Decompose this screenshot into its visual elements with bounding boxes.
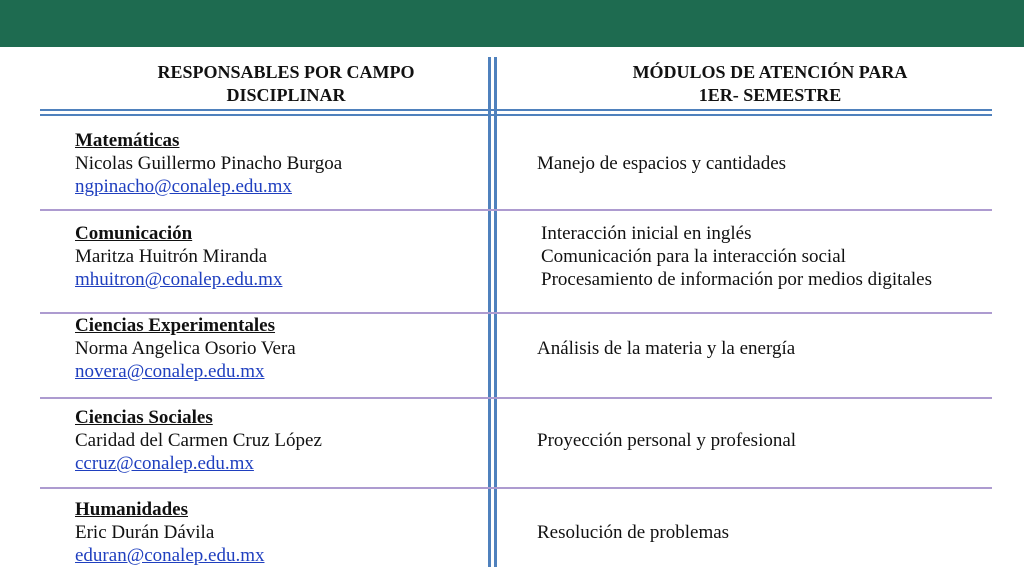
- person-name: Norma Angelica Osorio Vera: [75, 338, 296, 359]
- row-separator: [40, 487, 992, 489]
- row-separator: [40, 397, 992, 399]
- field-name: Ciencias Experimentales: [75, 315, 276, 336]
- email-link[interactable]: eduran@conalep.edu.mx: [75, 545, 265, 566]
- field-name: Ciencias Sociales: [75, 407, 213, 428]
- header-modulos: [545, 61, 995, 107]
- header-left-line1: RESPONSABLES POR CAMPO: [157, 62, 415, 82]
- module-item: Resolución de problemas: [537, 522, 730, 543]
- module-item: Manejo de espacios y cantidades: [537, 153, 787, 174]
- row-separator: [40, 209, 992, 211]
- header-left-line2: DISCIPLINAR: [226, 85, 346, 105]
- email-link[interactable]: ngpinacho@conalep.edu.mx: [75, 176, 292, 197]
- module-item: Interacción inicial en inglés: [541, 223, 752, 244]
- person-name: Nicolas Guillermo Pinacho Burgoa: [75, 153, 343, 174]
- header-rule-bottom: [40, 114, 992, 116]
- email-link[interactable]: novera@conalep.edu.mx: [75, 361, 265, 382]
- module-item: Comunicación para la interacción social: [541, 246, 846, 267]
- header-right-line2: 1ER- SEMESTRE: [698, 85, 842, 105]
- field-name: Humanidades: [75, 499, 188, 520]
- modules-cell: [537, 429, 997, 452]
- module-item: Análisis de la materia y la energía: [537, 338, 796, 359]
- person-name: Maritza Huitrón Miranda: [75, 246, 268, 267]
- header-rule-top: [40, 109, 992, 111]
- module-item: Procesamiento de información por medios digitales: [541, 269, 932, 290]
- header-responsables: [80, 61, 492, 107]
- email-link[interactable]: mhuitron@conalep.edu.mx: [75, 269, 283, 290]
- modules-cell: [537, 337, 997, 360]
- responsable-cell: [75, 406, 485, 475]
- responsable-cell: [75, 314, 485, 383]
- modules-cell: [541, 222, 1001, 291]
- responsable-cell: [75, 129, 485, 198]
- header-right-line1: MÓDULOS DE ATENCIÓN PARA: [632, 62, 908, 82]
- top-banner: [0, 0, 1024, 47]
- person-name: Eric Durán Dávila: [75, 522, 215, 543]
- field-name: Comunicación: [75, 223, 193, 244]
- responsable-cell: [75, 498, 485, 567]
- modules-cell: [537, 521, 997, 544]
- modules-cell: [537, 152, 997, 175]
- responsable-cell: [75, 222, 485, 291]
- field-name: Matemáticas: [75, 130, 180, 151]
- email-link[interactable]: ccruz@conalep.edu.mx: [75, 453, 254, 474]
- person-name: Caridad del Carmen Cruz López: [75, 430, 322, 451]
- module-item: Proyección personal y profesional: [537, 430, 797, 451]
